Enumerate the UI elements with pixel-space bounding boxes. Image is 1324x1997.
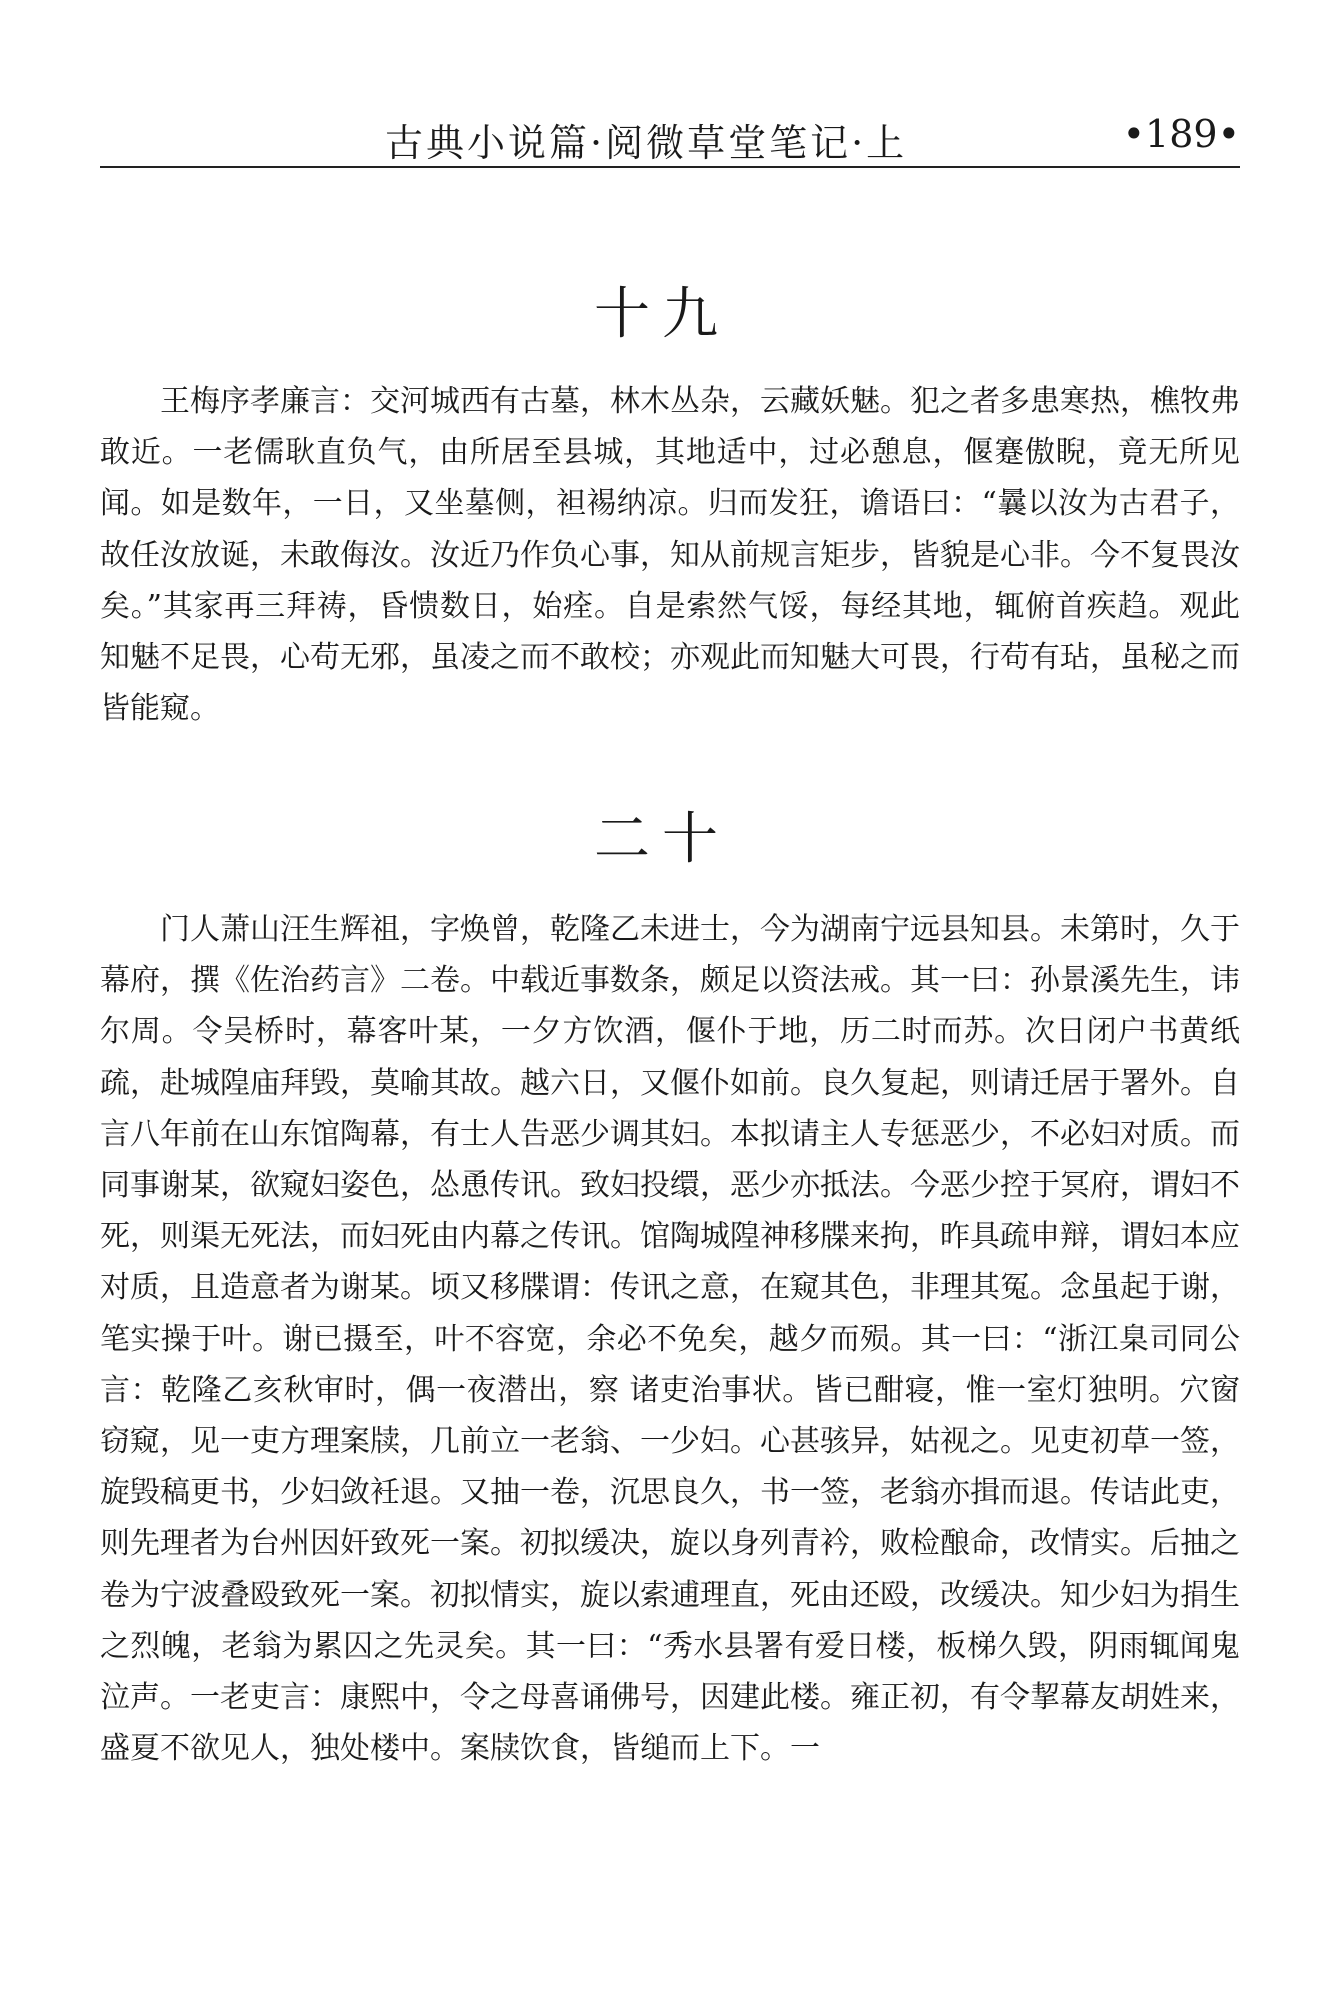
running-header [100,102,1240,168]
section-paragraph-19: 王梅序孝廉言：交河城西有古墓，林木丛杂，云藏妖魅。犯之者多患寒热，樵牧弗敢近。一老儒耿直负气，由所居至县城，其地适中，过必憩息，偃蹇傲睨，竟无所见闻。如是数年，一日，又坐墓侧，袒裼纳凉。归而发狂，谵语曰：“曩以汝为古君子，故任汝放诞，未敢侮汝。汝近乃作负心事，知从前规言矩步，皆貌是心非。今不复畏汝矣。”其家再三拜祷，昏愦数日，始痊。自是索然气馁，每经其地，辄俯首疾趋。观此知魅不足畏，心苟无邪，虽凌之而不敢校；亦观此而知魅大可畏，行苟有玷，虽秘之而皆能窥。 [100,384,1240,727]
running-title: 古典小说篇·阅微草堂笔记·上 [385,121,908,165]
section-paragraph-20: 门人萧山汪生辉祖，字焕曾，乾隆乙未进士，今为湖南宁远县知县。未第时，久于幕府，撰《佐治药言》二卷。中载近事数条，颇足以资法戒。其一曰：孙景溪先生，讳尔周。令吴桥时，幕客叶某，一夕方饮酒，偃仆于地，历二时而苏。次日闭户书黄纸疏，赴城隍庙拜毁，莫喻其故。越六日，又偃仆如前。良久复起，则请迁居于署外。自言八年前在山东馆陶幕，有士人告恶少调其妇。本拟请主人专惩恶少，不必妇对质。而同事谢某，欲窥妇姿色，怂恿传讯。致妇投缳，恶少亦抵法。今恶少控于冥府，谓妇不死，则渠无死法，而妇死由内幕之传讯。馆陶城隍神移牒来拘，昨具疏申辩，谓妇本应对质，且造意者为谢某。顷又移牒谓：传讯之意，在窥其色，非理其冤。念虽起于谢，笔实操于叶。谢已摄至，叶不容宽，余必不免矣，越夕而殒。其一曰：“浙江臬司同公言：乾隆乙亥秋审时，偶一夜潜出，察 诸吏治事状。皆已酣寝，惟一室灯独明。穴窗窃窥，见一吏方理案牍，几前立一老翁、一少妇。心甚骇异，姑视之。见吏初草一签，旋毁稿更书，少妇敛衽退。又抽一卷，沉思良久，书一签，老翁亦揖而退。传诘此吏，则先理者为台州因奸致死一案。初拟缓决，旋以身列青衿，败检酿命，改情实。后抽之卷为宁波叠殴致死一案。初拟情实，旋以索逋理直，死由还殴，改缓决。知少妇为捐生之烈魄，老翁为累囚之先灵矣。其一曰：“秀水县署有爱日楼，板梯久毁，阴雨辄闻鬼泣声。一老吏言：康熙中，令之母喜诵佛号，因建此楼。雍正初，有令挈幕友胡姓来，盛夏不欲见人，独处楼中。案牍饮食，皆缒而上下。一 [100,912,1240,1767]
page-number: •189• [1122,112,1240,156]
section-heading-20: 二十 [594,807,730,872]
section-heading-19: 十九 [594,282,730,347]
